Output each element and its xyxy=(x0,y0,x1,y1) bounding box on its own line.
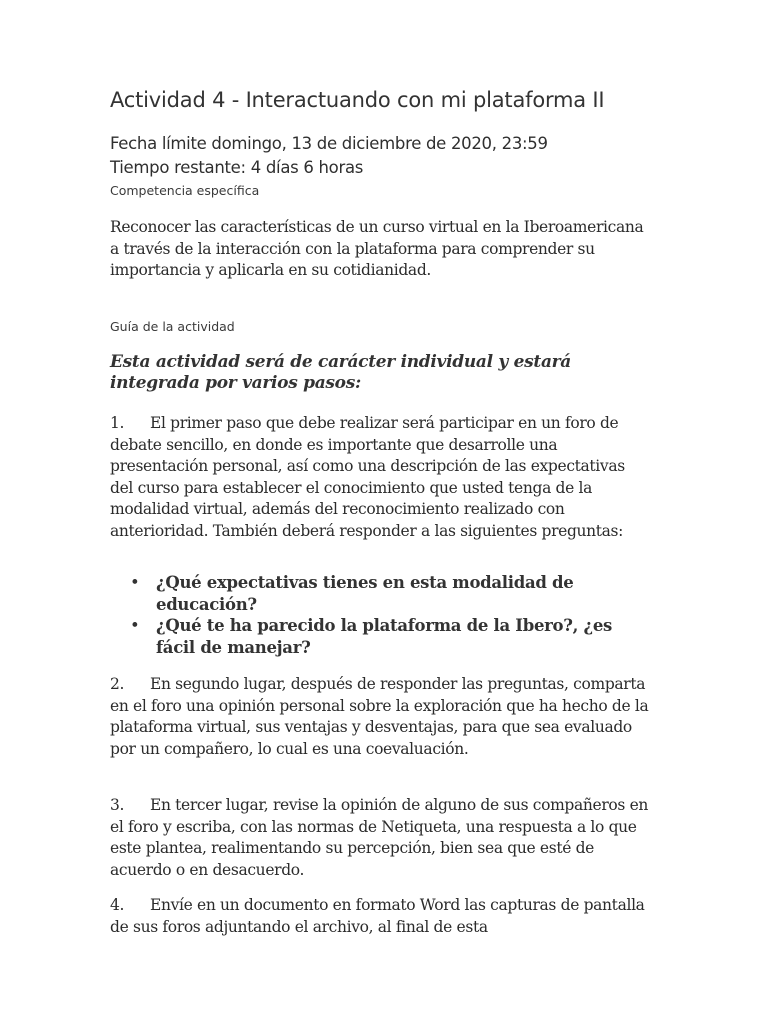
bullet-icon: • xyxy=(130,573,140,592)
step-number: 3. xyxy=(110,796,125,814)
step-text: El primer paso que debe realizar será participar en un foro de debate sencillo, en donde es importante que desarrolle una presentación personal, así como una descripción de las expectativas del curso para establecer el conocimiento que usted tenga de la modalidad virtual, además del reconocimiento realizado con anterioridad. También deberá responder a las siguientes preguntas: xyxy=(110,414,625,540)
question-text: ¿Qué te ha parecido la plataforma de la Ibero?, ¿es fácil de manejar? xyxy=(156,616,613,657)
step-text: Envíe en un documento en formato Word las capturas de pantalla de sus foros adjuntando el archivo, al final de esta xyxy=(110,896,645,936)
step-number: 1. xyxy=(110,414,125,432)
competencia-heading: Competencia específica xyxy=(110,183,260,198)
due-date: Fecha límite domingo, 13 de diciembre de 2020, 23:59 xyxy=(110,134,548,153)
guia-intro: Esta actividad será de carácter individual y estará integrada por varios pasos: xyxy=(110,352,572,393)
step-number: 4. xyxy=(110,896,125,914)
activity-title: Actividad 4 - Interactuando con mi plataforma II xyxy=(110,88,605,112)
step-4 xyxy=(110,895,650,938)
questions-list xyxy=(110,572,655,658)
list-item xyxy=(110,572,655,615)
competencia-text: Reconocer las características de un curso virtual en la Iberoamericana a través de la interacción con la plataforma para comprender su importancia y aplicarla en su cotidianidad. xyxy=(110,218,644,279)
list-item xyxy=(110,615,655,658)
step-text: En tercer lugar, revise la opinión de alguno de sus compañeros en el foro y escriba, con las normas de Netiqueta, una respuesta a lo que este plantea, realimentando su percepción, bien sea que esté de acuerdo o en desacuerdo. xyxy=(110,796,649,879)
time-remaining: Tiempo restante: 4 días 6 horas xyxy=(110,158,364,177)
step-2 xyxy=(110,674,650,760)
question-text: ¿Qué expectativas tienes en esta modalidad de educación? xyxy=(156,573,574,614)
bullet-icon: • xyxy=(130,616,140,635)
step-text: En segundo lugar, después de responder las preguntas, comparta en el foro una opinión personal sobre la exploración que ha hecho de la plataforma virtual, sus ventajas y desventajas, para que sea evaluado por un compañero, lo cual es una coevaluación. xyxy=(110,675,649,758)
step-1 xyxy=(110,413,650,542)
step-3 xyxy=(110,795,650,881)
guia-heading: Guía de la actividad xyxy=(110,319,235,334)
step-number: 2. xyxy=(110,675,125,693)
